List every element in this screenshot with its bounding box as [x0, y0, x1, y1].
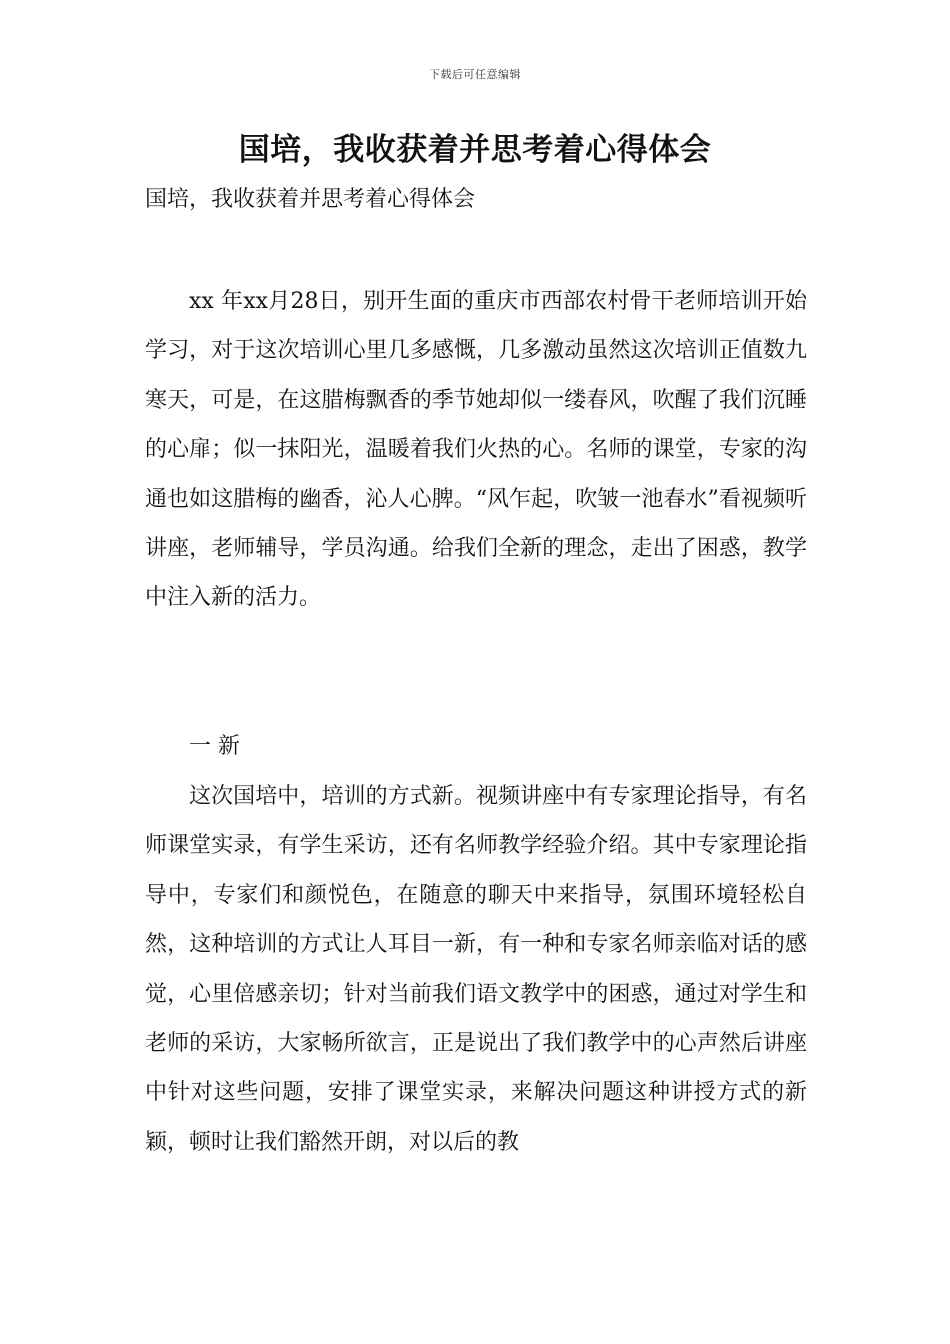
page-header-note: 下载后可任意编辑 [429, 68, 521, 81]
paragraph-section-one: 这次国培中，培训的方式新。视频讲座中有专家理论指导，有名师课堂实录，有学生采访，还有名师教学经验介绍。其中专家理论指导中，专家们和颜悦色，在随意的聊天中来指导，氛围环境轻松自然，这种培训的方式让人耳目一新，有一种和专家名师亲临对话的感觉，心里倍感亲切；针对当前我们语文教学中的困惑，通过对学生和老师的采访，大家畅所欲言，正是说出了我们教学中的心声然后讲座中针对这些问题，安排了课堂实录，来解决问题这种讲授方式的新颖，顿时让我们豁然开朗，对以后的教 [145, 784, 807, 1155]
section-heading: 一 新 [189, 734, 240, 759]
document-title: 国培，我收获着并思考着心得体会 [238, 132, 712, 168]
document-subtitle: 国培，我收获着并思考着心得体会 [145, 187, 476, 212]
paragraph-intro: xx 年xx月28日，别开生面的重庆市西部农村骨干老师培训开始学习，对于这次培训心里几多感慨，几多激动虽然这次培训正值数九寒天，可是，在这腊梅飘香的季节她却似一缕春风，吹醒了我们沉睡的心扉；似一抹阳光，温暖着我们火热的心。名师的课堂，专家的沟通也如这腊梅的幽香，沁人心脾。“风乍起，吹皱一池春水”看视频听讲座，老师辅导，学员沟通。给我们全新的理念，走出了困惑，教学中注入新的活力。 [145, 289, 807, 611]
